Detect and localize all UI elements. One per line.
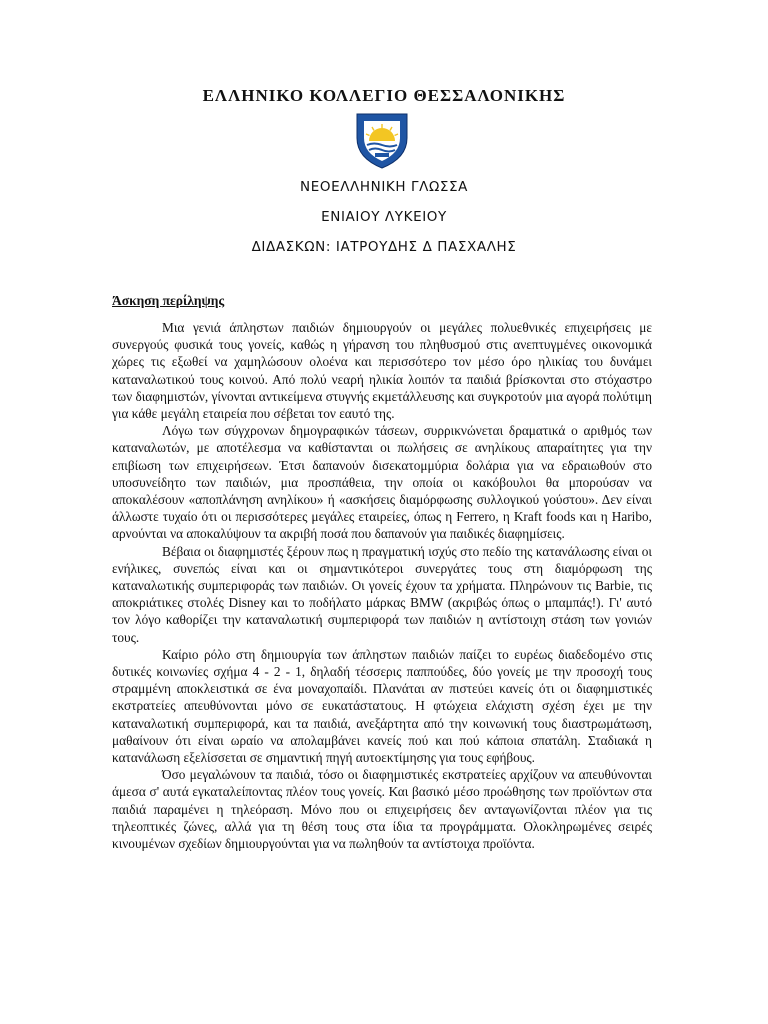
teacher-heading: ΔΙΔΑΣΚΩΝ: ΙΑΤΡΟΥΔΗΣ Δ ΠΑΣΧΑΛΗΣ: [251, 239, 517, 255]
subject-heading: ΝΕΟΕΛΛΗΝΙΚΗ ΓΛΩΣΣΑ: [300, 179, 468, 195]
body-paragraph: Όσο μεγαλώνουν τα παιδιά, τόσο οι διαφημιστικές εκστρατείες αρχίζουν να απευθύνονται άμεσα σ' αυτά εγκαταλείποντας πλέον τους γονείς. Και βασικό μέσο προώθησης των προϊόντων στα παιδιά παραμένει η τηλεόραση. Μόνο που οι επιχειρήσεις δεν ανταγωνίζονται πλέον για τις τηλεοπτικές ζώνες, αλλά για τη θέση τους στα ίδια τα προγράμματα. Ολοκληρωμένες σειρές κινουμένων σχεδίων δημιουργούνται για να πωληθούν τα αντίστοιχα προϊόντα.: [112, 767, 652, 852]
school-logo: [355, 112, 409, 170]
document-body: [112, 319, 652, 852]
exercise-title: Άσκηση περίληψης: [112, 293, 225, 308]
logo-year-band: [375, 153, 389, 157]
body-paragraph: Μια γενιά άπληστων παιδιών δημιουργούν οι μεγάλες πολυεθνικές επιχειρήσεις με συνεργούς φυσικά τους γονείς, καθώς η γήρανση του πληθυσμού στις ανεπτυγμένες οικονομικά χώρες τις εξωθεί να χαμηλώσουν ολοένα και περισσότερο τον μέσο όρο ηλικίας του δυνάμει καταναλωτικού τους κοινού. Από πολύ νεαρή ηλικία λοιπόν τα παιδιά βρίσκονται στο στόχαστρο των διαφημιστών, γίνονται αντικείμενα στυγνής εκμετάλλευσης και συγκροτούν μια αγορά πολύτιμη για κάθε μεγάλη εταιρεία που σέβεται τον εαυτό της.: [112, 320, 652, 422]
body-paragraph: Καίριο ρόλο στη δημιουργία των άπληστων παιδιών παίζει το ευρέως διαδεδομένο στις δυτικές κοινωνίες σχήμα 4 - 2 - 1, δηλαδή τέσσερις παππούδες, δύο γονείς με την προσοχή τους στραμμένη αποκλειστικά σε ένα μοναχοπαίδι. Πλανάται αν πιστεύει κανείς ότι οι διαφημιστικές εκστρατείες απευθύνονται μόνο σε ευκατάστατους. Η φτώχεια ελάχιστη σχέση έχει με την καταναλωτική συμπεριφορά, και τα παιδιά, ανεξάρτητα από την κοινωνική τους διαστρωμάτωση, μαθαίνουν ότι είναι ωραίο να απολαμβάνει κανείς πού και πού κάποια σπατάλη. Σταδιακά η κατανάλωση εξελίσσεται σε σημαντική πηγή αυτοεκτίμησης για τους εφήβους.: [112, 646, 652, 766]
grade-heading: ΕΝΙΑΙΟΥ ΛΥΚΕΙΟΥ: [321, 209, 447, 225]
school-name: ΕΛΛΗΝΙΚΟ ΚΟΛΛΕΓΙΟ ΘΕΣΣΑΛΟΝΙΚΗΣ: [202, 86, 566, 105]
body-paragraph: Βέβαια οι διαφημιστές ξέρουν πως η πραγματική ισχύς στο πεδίο της κατανάλωσης είναι οι ενήλικες, συνεπώς είναι και οι σημαντικότεροι συνεργάτες τους στη διαμόρφωση της καταναλωτικής συμπεριφοράς των παιδιών. Οι γονείς έχουν τα χρήματα. Πληρώνουν τις Barbie, τις αποκριάτικες στολές Disney και το ποδήλατο μάρκας BMW (ακριβώς όπως ο μπαμπάς!). Γι' αυτό τον λόγο καθορίζει την καταναλωτική συμπεριφορά των παιδιών η αντίστοιχη στάση των γονιών τους.: [112, 543, 652, 645]
body-paragraph: Λόγω των σύγχρονων δημογραφικών τάσεων, συρρικνώνεται δραματικά ο αριθμός των καταναλωτών, με αποτέλεσμα να καθίστανται οι πωλήσεις σε ανηλίκους απαραίτητες για την επιβίωση των επιχειρήσεων. Έτσι δαπανούν δισεκατομμύρια δολάρια για να εδραιωθούν στο υποσυνείδητο των παιδιών, μια προσπάθεια, την οποία οι κακόβουλοι θα μπορούσαν να αποκαλέσουν «αποπλάνηση ανηλίκου» ή «ασκήσεις διαμόρφωσης συλλογικού γούστου». Δεν είναι άλλωστε τυχαίο ότι οι περισσότερες μεγάλες εταιρείες, όπως η Ferrero, η Kraft foods και η Haribo, αρνούνται να αποκαλύψουν τα ακριβή ποσά που δαπανούν για παιδικές διαφημίσεις.: [112, 423, 652, 542]
